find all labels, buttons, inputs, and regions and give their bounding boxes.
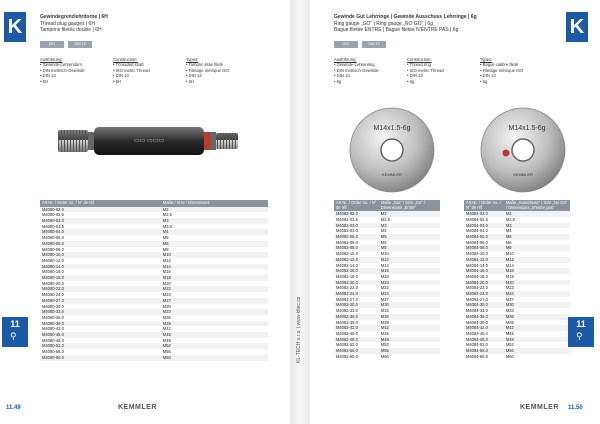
spec-col-en (407, 57, 480, 84)
article-number-cell: M4082-45.0 (336, 330, 358, 336)
size-cell: M56 (504, 348, 570, 354)
col-header-article: Art.Nr. / Order no. / N° de réf. (464, 200, 504, 211)
size-cell: M10 (380, 251, 389, 257)
article-number-cell: M4080-45.0 (40, 332, 161, 338)
product-table (40, 200, 268, 361)
spec-col-en (113, 57, 186, 84)
gauge-engraving-mark: ▭▭ ▭▭▭ (133, 138, 165, 144)
size-cell: M45 (161, 332, 268, 338)
table-body (40, 207, 268, 361)
article-number-cell: M4082-52.0 (336, 342, 358, 348)
spec-line: • Gewinde-Lehrenring (334, 62, 375, 68)
article-number-cell: M4084-10.0 (466, 251, 488, 257)
size-cell: M56 (379, 348, 440, 354)
size-cell: M52 (380, 342, 389, 348)
spec-line: • Filetage métrique ISO (186, 67, 230, 73)
size-cell: M20 (162, 280, 171, 286)
size-cell: M56 (162, 349, 171, 355)
spec-line: • 6H (186, 78, 194, 84)
size-cell: M33 (161, 309, 268, 315)
spec-line: • 6H (40, 78, 48, 84)
article-number-cell: M4084-48.0 (464, 337, 504, 343)
article-number-cell: M4080-39.0 (40, 321, 161, 327)
kemmler-k-logo: K (4, 12, 26, 42)
size-cell: M18 (380, 273, 389, 279)
article-number-cell: M4084-18.0 (466, 273, 488, 279)
spec-col-fr (186, 57, 259, 84)
article-number-cell: M4082-12.0 (334, 257, 379, 263)
table-body (334, 211, 440, 359)
size-cell: M20 (379, 280, 440, 286)
article-number-cell: M4080-27.0 (40, 298, 161, 304)
spec-line: • DIN metrisch-Gewinde (40, 67, 85, 73)
page-title (40, 14, 108, 34)
spec-line: • DIN 13 (407, 73, 423, 79)
table-row (464, 354, 570, 360)
size-cell: M39 (505, 319, 514, 325)
size-cell: M3 (161, 218, 268, 224)
article-number-cell: M4082-02.0 (334, 211, 379, 217)
size-cell: M12 (504, 257, 570, 263)
size-cell: M36 (504, 314, 570, 320)
size-cell: M10 (505, 251, 514, 257)
badge-iso: ISO (334, 41, 358, 48)
col-header-size: Maße / Size / Dimensions (161, 200, 268, 207)
size-cell: M2,5 (505, 216, 515, 222)
spec-head: Types: (480, 57, 493, 62)
article-number-cell: M4084-22.0 (466, 285, 488, 291)
size-cell: M39 (161, 321, 268, 327)
size-cell: M2,5 (162, 212, 172, 218)
chapter-tab (568, 317, 594, 347)
article-number-cell: M4080-36.0 (42, 314, 64, 320)
size-cell: M60 (505, 353, 514, 359)
size-cell: M27 (380, 296, 389, 302)
article-number-cell: M4080-03.0 (40, 218, 161, 224)
size-cell: M24 (162, 292, 171, 298)
article-number-cell: M4084-42.0 (464, 325, 504, 331)
size-cell: M4 (505, 228, 512, 234)
article-number-cell: M4084-56.0 (464, 348, 504, 354)
page-number: 11.50 (568, 405, 583, 411)
article-number-cell: M4080-33.0 (40, 309, 161, 315)
size-cell: M5 (379, 234, 440, 240)
go-ring-table (334, 200, 440, 359)
ring-gauges-image (330, 100, 600, 195)
size-cell: M22 (505, 285, 514, 291)
article-number-cell: M4080-04.0 (40, 229, 161, 235)
size-cell: M22 (161, 286, 268, 292)
article-number-cell: M4082-10.0 (336, 251, 358, 257)
title-line-fr: Bague filetée ENTRE | Bague filetée N'ENTRE PAS | 6g (334, 27, 459, 33)
article-number-cell: M4082-08.0 (334, 245, 379, 251)
article-number-cell: M4080-05.0 (42, 235, 64, 241)
footer-brand: KEMMLER (118, 404, 157, 411)
col-header-size: Maße „Gut" / Size „Go" / Dimensions „Entre" (379, 200, 440, 211)
spec-line: • DIN metrisch-Gewinde (334, 67, 379, 73)
article-number-cell: M4080-30.0 (42, 303, 64, 309)
title-line-en: Ring gauge „GO" | Ring gauge „NO GO" | 6g (334, 20, 433, 27)
article-number-cell: M4084-20.0 (464, 280, 504, 286)
search-icon: ⚲ (576, 331, 583, 341)
size-cell: M24 (504, 291, 570, 297)
size-cell: M4 (380, 228, 387, 234)
spec-line: • ISO metric Thread (407, 67, 444, 73)
article-number-cell: M4080-22.0 (40, 286, 161, 292)
size-cell: M18 (505, 273, 514, 279)
nogo-red-marker (503, 150, 510, 157)
size-cell: M16 (504, 268, 570, 274)
size-cell: M12 (162, 257, 171, 263)
size-cell: M42 (379, 325, 440, 331)
col-header-article: Art.Nr. / Order no. / N° de réf. (40, 200, 161, 207)
spec-line: • DIN 13 (480, 73, 496, 79)
article-number-cell: M4084-06.0 (466, 239, 488, 245)
article-number-cell: M4084-36.0 (464, 314, 504, 320)
article-number-cell: M4084-39.0 (466, 319, 488, 325)
article-number-cell: M4084-27.0 (466, 296, 488, 302)
size-cell: M2 (379, 211, 440, 217)
article-number-cell: M4080-16.0 (42, 269, 64, 275)
spec-line: • DIN 13 (334, 73, 350, 79)
gutter-watermark: KL-TECH s.r.o. | www.kltec.cz (296, 296, 302, 364)
badge-din: DIN 13 (68, 41, 92, 48)
article-number-cell: M4084-02.5 (466, 216, 488, 222)
size-cell: M30 (504, 302, 570, 308)
size-cell: M27 (161, 298, 268, 304)
size-cell: M14 (161, 264, 268, 270)
article-number-cell: M4084-60.0 (466, 353, 488, 359)
size-cell: M3,5 (162, 223, 172, 229)
article-number-cell: M4084-02.0 (464, 211, 504, 217)
article-number-cell: M4084-24.0 (464, 291, 504, 297)
article-number-cell: M4080-02.0 (40, 207, 161, 213)
article-number-cell: M4080-14.0 (40, 264, 161, 270)
article-number-cell: M4080-24.0 (42, 292, 64, 298)
spec-head: Ausführung: (334, 57, 357, 62)
size-cell: M42 (504, 325, 570, 331)
article-number-cell: M4082-04.0 (336, 228, 358, 234)
page-number: 11.49 (6, 405, 21, 411)
size-cell: M6 (505, 239, 512, 245)
spec-line: • Tampon lisse fileté (186, 62, 224, 68)
size-cell: M8 (504, 245, 570, 251)
size-cell: M20 (504, 280, 570, 286)
article-number-cell: M4080-02.5 (42, 212, 64, 218)
spec-line: • ISO metric Thread (113, 67, 150, 73)
article-number-cell: M4080-52.0 (40, 343, 161, 349)
size-cell: M48 (504, 337, 570, 343)
size-cell: M30 (162, 303, 171, 309)
size-cell: M5 (162, 235, 169, 241)
article-number-cell: M4082-03.0 (334, 223, 379, 229)
article-number-cell: M4084-52.0 (466, 342, 488, 348)
article-number-cell: M4080-60.0 (40, 355, 161, 361)
size-cell: M8 (379, 245, 440, 251)
size-cell: M10 (161, 252, 268, 258)
article-number-cell: M4082-60.0 (336, 353, 358, 359)
size-cell: M18 (161, 275, 268, 281)
article-number-cell: M4084-16.0 (464, 268, 504, 274)
article-number-cell: M4082-18.0 (336, 273, 358, 279)
size-cell: M2 (504, 211, 570, 217)
spec-line: • Filetage métrique ISO (480, 67, 524, 73)
size-cell: M24 (379, 291, 440, 297)
standard-badges (334, 41, 386, 48)
article-number-cell: M4082-24.0 (334, 291, 379, 297)
article-number-cell: M4084-03.0 (464, 223, 504, 229)
size-cell: M48 (162, 337, 171, 343)
size-cell: M36 (162, 314, 171, 320)
search-icon: ⚲ (10, 331, 17, 341)
spec-head: Construction: (113, 57, 138, 62)
size-cell: M36 (379, 314, 440, 320)
size-cell: M33 (380, 308, 389, 314)
footer-brand: KEMMLER (520, 404, 559, 411)
spec-line: • DIN 13 (113, 73, 129, 79)
size-cell: M27 (505, 296, 514, 302)
spec-line: • 6g (407, 78, 415, 84)
spec-line: • Thread ring (407, 62, 431, 68)
right-page (310, 0, 600, 424)
article-number-cell: M4082-27.0 (336, 296, 358, 302)
size-cell: M4 (161, 229, 268, 235)
article-number-cell: M4082-56.0 (334, 348, 379, 354)
article-number-cell: M4080-08.0 (42, 246, 64, 252)
nogo-ring-brand: KEMMLER (513, 172, 533, 177)
size-cell: M45 (505, 330, 514, 336)
col-header-article: Art.Nr. / Order no. / N° de réf. (334, 200, 379, 211)
size-cell: M33 (505, 308, 514, 314)
chapter-tab (2, 317, 28, 347)
article-number-cell: M4084-14.0 (466, 262, 488, 268)
size-cell: M39 (380, 319, 389, 325)
article-number-cell: M4084-45.0 (466, 330, 488, 336)
size-cell: M14 (505, 262, 514, 268)
spec-head: Types: (186, 57, 199, 62)
spec-line: • Gewinde-Lehrendorn (40, 62, 82, 68)
article-number-cell: M4084-30.0 (464, 302, 504, 308)
article-number-cell: M4082-06.0 (336, 239, 358, 245)
article-number-cell: M4080-56.0 (42, 349, 64, 355)
size-cell: M2,5 (380, 216, 390, 222)
table-row (334, 354, 440, 360)
spec-line: • 6g (480, 78, 488, 84)
article-number-cell: M4082-05.0 (334, 234, 379, 240)
go-ring-label: M14x1.5-6g (373, 125, 411, 132)
size-cell: M12 (379, 257, 440, 263)
size-cell: M52 (505, 342, 514, 348)
size-cell: M6 (161, 241, 268, 247)
spec-head: Construction: (407, 57, 432, 62)
spec-columns (40, 57, 259, 84)
article-number-cell: M4084-04.0 (466, 228, 488, 234)
badge-din: DIN 13 (362, 41, 386, 48)
article-number-cell: M4082-16.0 (334, 268, 379, 274)
article-number-cell: M4080-20.0 (42, 280, 64, 286)
table-row (40, 355, 268, 361)
article-number-cell: M4084-12.0 (464, 257, 504, 263)
chapter-number: 11 (10, 319, 20, 329)
size-cell: M14 (380, 262, 389, 268)
size-cell: M60 (380, 353, 389, 359)
title-main: Gewinde Gut Lehrringe | Gewinde Ausschuss Lehrringe | 6g (334, 14, 477, 20)
article-number-cell: M4082-14.0 (336, 262, 358, 268)
article-number-cell: M4080-12.0 (42, 257, 64, 263)
article-number-cell: M4084-33.0 (466, 308, 488, 314)
spec-col-de (334, 57, 407, 84)
size-cell: M42 (162, 326, 171, 332)
article-number-cell: M4080-10.0 (40, 252, 161, 258)
article-number-cell: M4082-42.0 (334, 325, 379, 331)
size-cell: M3 (504, 223, 570, 229)
size-cell: M22 (380, 285, 389, 291)
size-cell: M16 (379, 268, 440, 274)
title-line-fr: Tampons filetés double | 6H (40, 27, 102, 33)
size-cell: M45 (380, 330, 389, 336)
table-body (464, 211, 570, 359)
article-number-cell: M4084-08.0 (464, 245, 504, 251)
size-cell: M6 (380, 239, 387, 245)
article-number-cell: M4080-03.5 (42, 223, 64, 229)
size-cell: M30 (379, 302, 440, 308)
article-number-cell: M4084-05.0 (464, 234, 504, 240)
thread-plug-gauge-image (40, 100, 270, 195)
title-line-en: Thread plug gauges | 6H (40, 20, 95, 27)
spec-head: Ausführung: (40, 57, 63, 62)
size-cell: M8 (162, 246, 169, 252)
spec-line: • 6g (334, 78, 342, 84)
article-number-cell: M4080-42.0 (42, 326, 64, 332)
size-cell: M48 (379, 337, 440, 343)
article-number-cell: M4082-22.0 (336, 285, 358, 291)
size-cell: M5 (504, 234, 570, 240)
spec-line: • 6H (113, 78, 121, 84)
title-main: Gewindegrenzlehrdorne | 6H (40, 14, 108, 20)
size-cell: M60 (161, 355, 268, 361)
article-number-cell: M4080-18.0 (40, 275, 161, 281)
page-title (334, 14, 477, 34)
size-cell: M52 (161, 343, 268, 349)
size-cell: M2 (161, 207, 268, 213)
article-number-cell: M4080-48.0 (42, 337, 64, 343)
spec-line: • Bague calibre fileté (480, 62, 519, 68)
standard-badges (40, 41, 92, 48)
spec-line: • DIN 13 (40, 73, 56, 79)
spec-col-de (40, 57, 113, 84)
nogo-ring-label: M14x1.5-6g (508, 125, 546, 132)
spec-line: • DIN 13 (186, 73, 202, 79)
nogo-ring-table (464, 200, 570, 359)
article-number-cell: M4082-33.0 (336, 308, 358, 314)
size-cell: M3 (379, 223, 440, 229)
size-cell: M16 (162, 269, 171, 275)
spec-col-fr (480, 57, 553, 84)
article-number-cell: M4082-39.0 (336, 319, 358, 325)
article-number-cell: M4080-06.0 (40, 241, 161, 247)
article-number-cell: M4082-48.0 (334, 337, 379, 343)
spec-columns (334, 57, 553, 84)
article-number-cell: M4082-36.0 (334, 314, 379, 320)
left-page (0, 0, 290, 424)
article-number-cell: M4082-02.5 (336, 216, 358, 222)
badge-iso: ISO (40, 41, 64, 48)
spec-line: • Threaded shaft (113, 62, 144, 68)
kemmler-k-logo: K (566, 12, 588, 42)
article-number-cell: M4082-30.0 (334, 302, 379, 308)
chapter-number: 11 (576, 319, 586, 329)
article-number-cell: M4082-20.0 (334, 280, 379, 286)
go-ring-brand: KEMMLER (382, 172, 402, 177)
col-header-size: Maße „Ausschuss" / Size „No Go" / Dimensions „N'entre pas" (504, 200, 570, 211)
